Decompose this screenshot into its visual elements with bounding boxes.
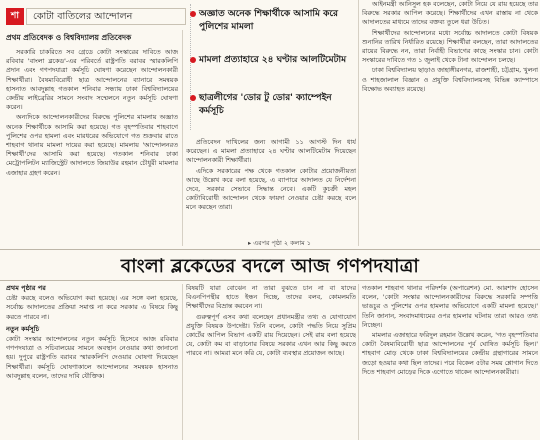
paragraph: প্রতিবেদন দাখিলের জন্য আগামী ১১ আগস্ট দিন ধার্য করেছেন। এ মামলা প্রত্যাহারে ২৪ ঘণ্টার আলটিমেটাম দিয়েছেন আন্দোলনকারী শিক্ষার্থীরা।: [186, 138, 356, 165]
continued-marker: [248, 238, 311, 249]
bullet-icon: [190, 11, 196, 17]
paragraph: গতকাল শাহবাগ থানার পরিদর্শক (অপারেশন) মো. আরশাদ হোসেন বলেন, 'কোটা সংস্কার আন্দোলনকারীদের বিরুদ্ধে সরকারি সম্পত্তি ভাঙচুর ও পুলিশের ওপর হামলার অভিযোগে একটি মামলা হয়েছে।' তিনি জানান, সংবাদমাধ্যমের ওপর হামলার ঘটনায় তারা আরও তথ্য নিচ্ছেন।: [362, 284, 538, 329]
paragraph: সরকারি চাকরিতে সব গ্রেডে কোটা সংস্কারের দাবিতে আজ রবিবার 'বাংলা ব্লকেড'-এর পরিবর্তে রাষ্ট্রপতি বরাবর স্মারকলিপি প্রদান এবং গণপদযাত্রা কর্মসূচি ঘোষণা করেছেন আন্দোলনকারী শিক্ষার্থীরা। বৈষম্যবিরোধী ছাত্র আন্দোলনের ব্যানারে সমন্বয়ক হাসনাত আবদুল্লাহ গতকাল শনিবার সন্ধ্যায় ঢাকা বিশ্ববিদ্যালয়ের কেন্দ্রীয় লাইব্রেরির সামনে সংবাদ সম্মেলনে নতুন কর্মসূচি ঘোষণা করেন।: [6, 48, 178, 112]
article-column-bottom-right: [362, 284, 538, 440]
article-column-right: [362, 0, 538, 246]
bullet-icon: [190, 95, 196, 101]
paragraph: ঢাকা বিশ্ববিদ্যালয় ছাড়াও জাহাঙ্গীরনগর, রাজশাহী, চট্টগ্রাম, খুলনা ও শাহজালাল বিজ্ঞান ও প্রযুক্তি বিশ্ববিদ্যালয়সহ বিভিন্ন ক্যাম্পাসে বিক্ষোভ অব্যাহত রয়েছে।: [362, 66, 538, 93]
section-tag: শা: [6, 8, 24, 25]
paragraph: অন্যদিকে আন্দোলনকারীদের বিরুদ্ধে পুলিশের মামলায় অজ্ঞাত অনেক শিক্ষার্থীকে আসামি করা হয়েছে। গত বৃহস্পতিবার শাহবাগে পুলিশের ওপর হামলা এবং মারধরের অভিযোগে গত শুক্রবার রাতে শাহবাগ থানায় মামলা দায়ের করা হয়েছে। মামলায় 'আন্দোলনরত শিক্ষার্থী'দের আসামি করা হয়েছে। গতকাল শনিবার ঢাকা মেট্রোপলিটন ম্যাজিস্ট্রেট আদালতে জিয়াউর রহমান চৌধুরী মামলার এজাহার গ্রহণ করেন।: [6, 113, 178, 177]
subhead: নতুন কর্মসূচি: [6, 324, 40, 333]
paragraph: এদিকে সরকারের পক্ষ থেকে গতকাল কোটার প্রয়োজনীয়তা আছে উল্লেখ করে বলা হয়েছে, এ ব্যাপারে আদালত যে নির্দেশনা দেবে, সরকার সেভাবে সিদ্ধান্ত নেবে। একটি কুচক্রী মহল কোটাবিরোধী আন্দোলন থেকে ফায়দা নেওয়ার চেষ্টা করছে বলে মনে করছেন তারা।: [186, 166, 356, 212]
highlight-item: [199, 92, 351, 118]
highlight-item: [199, 54, 351, 67]
highlight-text: অজ্ঞাত অনেক শিক্ষার্থীকে আসামি করে পুলিশের মামলা: [199, 9, 338, 32]
highlight-text: মামলা প্রত্যাহারে ২৪ ঘণ্টার আলটিমেটাম: [199, 55, 347, 65]
paragraph: চেষ্টা করছে বলেও অভিযোগ করা হয়েছে। এর সঙ্গে বলা হয়েছে, সর্বোচ্চ আদালতের প্রক্রিয়া সমাপ্ত না করে সরকার এ বিষয়ে কিছু করতে পারবে না।: [6, 294, 178, 321]
article-column-bottom-left: [6, 284, 178, 440]
paragraph: কোটা সংস্কার আন্দোলনের নতুন কর্মসূচি হিসেবে আজ রবিবার গণপদযাত্রা ও সচিবালয়ের সামনে অবস্থান নেওয়ার কথা জানানো হয়। দুপুরে রাষ্ট্রপতি বরাবর স্মারকলিপি দেওয়ার ঘোষণা দিয়েছেন শিক্ষার্থীরা। কর্মসূচি ঘোষণাকালে আন্দোলনের সমন্বয়ক হাসনাত আবদুল্লাহ বলেন, তাদের দাবি যৌক্তিক।: [6, 335, 178, 380]
article-column-middle: [186, 138, 356, 246]
paragraph: আইনমন্ত্রী আনিসুল হক বলেছেন, কোটা নিয়ে যে রায় হয়েছে তার বিরুদ্ধে সরকার আপিল করেছে। শিক্ষার্থীদের এখন রাস্তায় না থেকে আদালতের মাধ্যমে তাদের বক্তব্য তুলে ধরা উচিত।: [362, 0, 538, 27]
paragraph: গুরুত্বপূর্ণ এসব কথা বলেছেন প্রধানমন্ত্রীর তথ্য ও যোগাযোগ প্রযুক্তি বিষয়ক উপদেষ্টা। তিনি বলেন, কোটা পদ্ধতি নিয়ে সুপ্রিম কোর্টের আপিল বিভাগ একটি রায় দিয়েছেন। সেই রায় বলা হয়েছে যে, কোটা কম বা বাড়ানোর বিষয়ে সরকার এখন আর কিছু করতে পারবে না। আমরা মনে করি যে, কোটা ব্যবস্থার প্রয়োজন আছে।: [186, 312, 356, 358]
bullet-icon: [190, 57, 196, 63]
subhead: প্রথম পৃষ্ঠার পর: [6, 284, 46, 292]
article-column-bottom-middle: [186, 284, 356, 440]
paragraph: শিক্ষার্থীদের আন্দোলনের মধ্যে সর্বোচ্চ আদালতে কোটা বিষয়ক শুনানির তারিখ নির্ধারিত রয়েছে। শিক্ষার্থীরা বলছেন, তারা আদালতের রায়ের বিরুদ্ধে নন, তারা নির্বাহী বিভাগের কাছে সংস্কার চান। কোটা সংস্কারের দাবিতে গত ১ জুলাই থেকে টানা আন্দোলন চলছে।: [362, 28, 538, 65]
divider: [0, 249, 540, 250]
paragraph: মামলার এজাহারে ফরিদুল রহমান উল্লেখ করেন, 'গত বৃহস্পতিবার কোটা বৈষম্যবিরোধী ছাত্র আন্দোলনের পূর্ব ঘোষিত কর্মসূচি ছিল।' শাহবাগ মোড় থেকে ঢাকা বিশ্ববিদ্যালয়ের কেন্দ্রীয় গ্রন্থাগারের সামনে জড়ো হওয়ার কথা ছিল তাদের। পরে বিকেল ৫টার সময় শ্লোগান দিতে দিতে শাহবাগ মোড়ের দিকে এগোতে থাকেন আন্দোলনকারীরা।: [362, 331, 538, 376]
byline: প্রথম প্রতিবেদক ও বিশ্ববিদ্যালয় প্রতিবেদক: [6, 33, 132, 42]
highlight-text: ছাত্রলীগের 'ডোর টু ডোর' ক্যাম্পেইন কর্মসূচি: [199, 93, 332, 116]
continued-text: এরপর পৃষ্ঠা ২ কলাম ১: [253, 239, 311, 247]
arrow-icon: ▸: [248, 239, 254, 247]
headline: বাংলা ব্লকেডের বদলে আজ গণপদযাত্রা: [120, 256, 420, 277]
column-divider: [358, 0, 359, 246]
divider: [0, 280, 540, 281]
article-column-left: [6, 48, 178, 248]
column-divider: [182, 284, 183, 440]
highlight-box: [190, 4, 351, 130]
paragraph: বিষয়টি যারা বোঝেন না তারা বুঝতে চান না বা যাদের বিএনপিপন্থীর হাতে ইন্ধন দিচ্ছে, তাদের বলব, কোমলমতি শিক্ষার্থীদের বিভ্রান্ত করবেন না।: [186, 284, 356, 311]
column-divider: [182, 30, 183, 246]
section-title: কোটা বাতিলের আন্দোলন: [26, 8, 186, 25]
highlight-item: [199, 8, 351, 34]
column-divider: [358, 284, 359, 440]
